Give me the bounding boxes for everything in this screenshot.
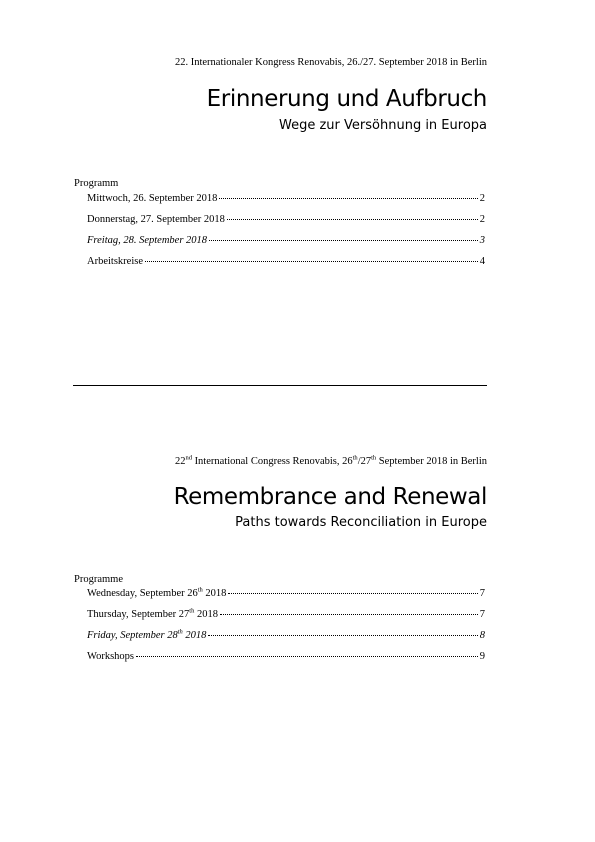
title-en: Remembrance and Renewal (173, 484, 487, 510)
congress-line-de: 22. Internationaler Kongress Renovabis, 26./27. September 2018 in Berlin (174, 57, 487, 68)
congress-line-en: 22nd International Congress Renovabis, 26th/27th September 2018 in Berlin (174, 454, 487, 467)
dot-leader (227, 219, 478, 220)
subtitle-de: Wege zur Versöhnung in Europa (279, 118, 487, 133)
toc-entry-friday-de[interactable]: Freitag, 28. September 2018 3 (87, 235, 485, 246)
dot-leader (136, 656, 478, 657)
toc-entry-thursday-en[interactable]: Thursday, September 27th 2018 7 (87, 607, 485, 620)
dot-leader (208, 635, 477, 636)
toc-de (87, 193, 485, 277)
dot-leader (219, 198, 477, 199)
dot-leader (145, 261, 478, 262)
dot-leader (228, 593, 477, 594)
toc-entry-friday-en[interactable]: Friday, September 28th 2018 8 (87, 628, 485, 641)
toc-entry-wednesday-de[interactable]: Mittwoch, 26. September 2018 2 (87, 193, 485, 204)
toc-en (87, 588, 485, 672)
subtitle-en: Paths towards Reconciliation in Europe (235, 515, 487, 530)
toc-entry-thursday-de[interactable]: Donnerstag, 27. September 2018 2 (87, 214, 485, 225)
section-divider (73, 385, 487, 386)
toc-entry-workshops-de[interactable]: Arbeitskreise 4 (87, 256, 485, 267)
title-de: Erinnerung und Aufbruch (206, 86, 487, 112)
toc-heading-en: Programme (74, 574, 123, 585)
dot-leader (220, 614, 478, 615)
dot-leader (209, 240, 478, 241)
toc-entry-wednesday-en[interactable]: Wednesday, September 26th 2018 7 (87, 586, 485, 599)
toc-heading-de: Programm (74, 178, 119, 189)
toc-entry-workshops-en[interactable]: Workshops 9 (87, 651, 485, 662)
